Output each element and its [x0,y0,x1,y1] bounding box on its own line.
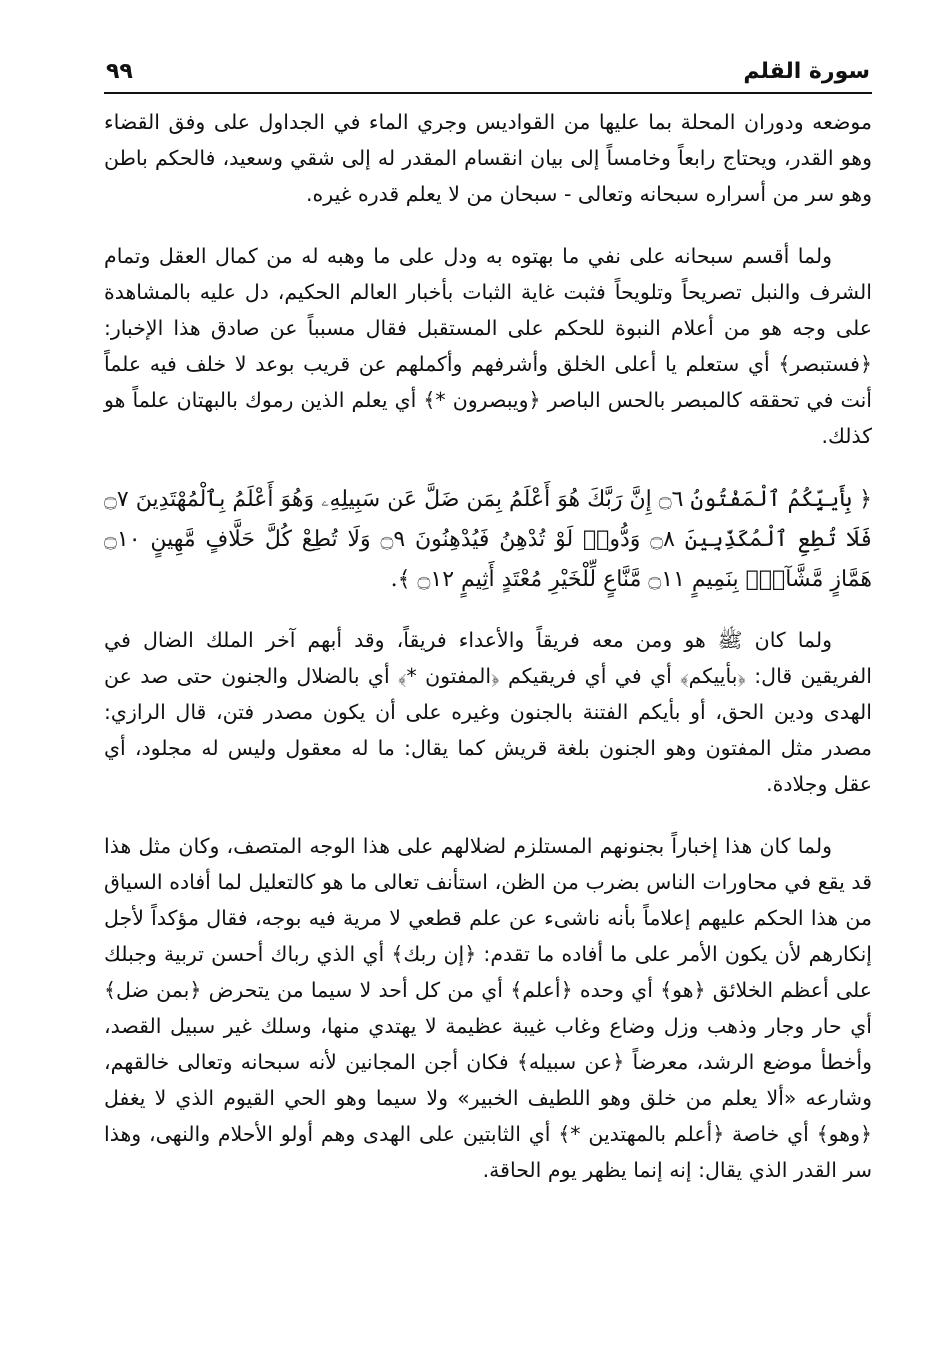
running-header [104,58,872,94]
quran-verse-block: ﴿ بِأَييِّكُمُ ٱلْمَفْتُونُ ۝٦ إِنَّ رَبَّكَ هُوَ أَعْلَمُ بِمَن ضَلَّ عَن سَبِيلِهِۦ وَهُوَ أَعْلَمُ بِٱلْمُهْتَدِينَ ۝٧ فَلَا تُطِعِ ٱلْمُكَذِّبِينَ ۝٨ وَدُّوا۟ لَوْ تُدْهِنُ فَيُدْهِنُونَ ۝٩ وَلَا تُطِعْ كُلَّ حَلَّافٍ مَّهِينٍ ۝١٠ هَمَّازٍ مَّشَّآءٍۭ بِنَمِيمٍ ۝١١ مَّنَّاعٍ لِّلْخَيْرِ مُعْتَدٍ أَثِيمٍ ۝١٢ ﴾. [104,487,873,592]
paragraph: ولما كان ﷺ هو ومن معه فريقاً والأعداء فريقاً، وقد أبهم آخر الملك الضال في الفريقين قال: ﴿بأييكم﴾ أي في أي فريقيكم ﴿المفتون *﴾ أي بالضلال والجنون حتى صد عن الهدى ودين الحق، أو بأيكم الفتنة بالجنون وغيره على أن يكون مصدر فتن، قال الرازي: مصدر مثل المفتون وهو الجنون بلغة قريش كما يقال: ما له معقول وليس له مجلود، أي عقل وجلادة. [104,628,872,796]
page-body [104,104,872,1188]
surah-title: سورة القلم [743,59,870,84]
paragraph: ولما كان هذا إخباراً بجنونهم المستلزم لضلالهم على هذا الوجه المتصف، وكان مثل هذا قد يقع في محاورات الناس بضرب من الظن، استأنف تعالى ما هو كالتعليل لما أفاده السياق من هذا الحكم عليهم إعلاماً بأنه ناشىء عن علم قطعي لا مرية فيه بوجه، فقال مؤكداً لأجل إنكارهم لأن يكون الأمر على ما أفاده ما تقدم: ﴿إن ربك﴾ أي الذي رباك أحسن تربية وجبلك على أعظم الخلائق ﴿هو﴾ أي وحده ﴿أعلم﴾ أي من كل أحد لا سيما من يتحرض ﴿بمن ضل﴾ أي حار وجار وذهب وزل وضاع وغاب غيبة عظيمة لا يهتدي منها، وسلك غير سبيل القصد، وأخطأ موضع الرشد، معرضاً ﴿عن سبيله﴾ فكان أجن المجانين لأنه سبحانه وتعالى خالقهم، وشارعه «ألا يعلم من خلق وهو اللطيف الخبير» ولا سيما وهو الحي القيوم الذي لا يغفل ﴿وهو﴾ أي خاصة ﴿أعلم بالمهتدين *﴾ أي الثابتين على الهدى وهم أولو الأحلام والنهى، وهذا سر القدر الذي يقال: إنه إنما يظهر يوم الحاقة. [104,834,872,1182]
paragraph: ولما أقسم سبحانه على نفي ما بهتوه به ودل على ما وهبه له من كمال العقل وتمام الشرف والنبل تصريحاً وتلويحاً فثبت غاية الثبات بأخبار العالم الحكيم، دل عليه بالمشاهدة على وجه هو من أعلام النبوة للحكم على المستقبل فقال مسبباً عن صادق هذا الإخبار: ﴿فستبصر﴾ أي ستعلم يا أعلى الخلق وأشرفهم وأكملهم عن قريب بوعد لا خلف فيه علماً أنت في تحققه كالمبصر بالحس الباصر ﴿ويبصرون *﴾ أي يعلم الذين رموك بالبهتان علماً هو كذلك. [104,244,872,448]
paragraph-continued: موضعه ودوران المحلة بما عليها من القواديس وجري الماء في الجداول على وفق القضاء وهو القدر، ويحتاج رابعاً وخامساً إلى بيان انقسام المقدر له إلى شقي وسعيد، فالحكم باطن وهو سر من أسراره سبحانه وتعالى - سبحان من لا يعلم قدره غيره. [104,110,872,206]
page-number: ٩٩ [106,59,133,84]
